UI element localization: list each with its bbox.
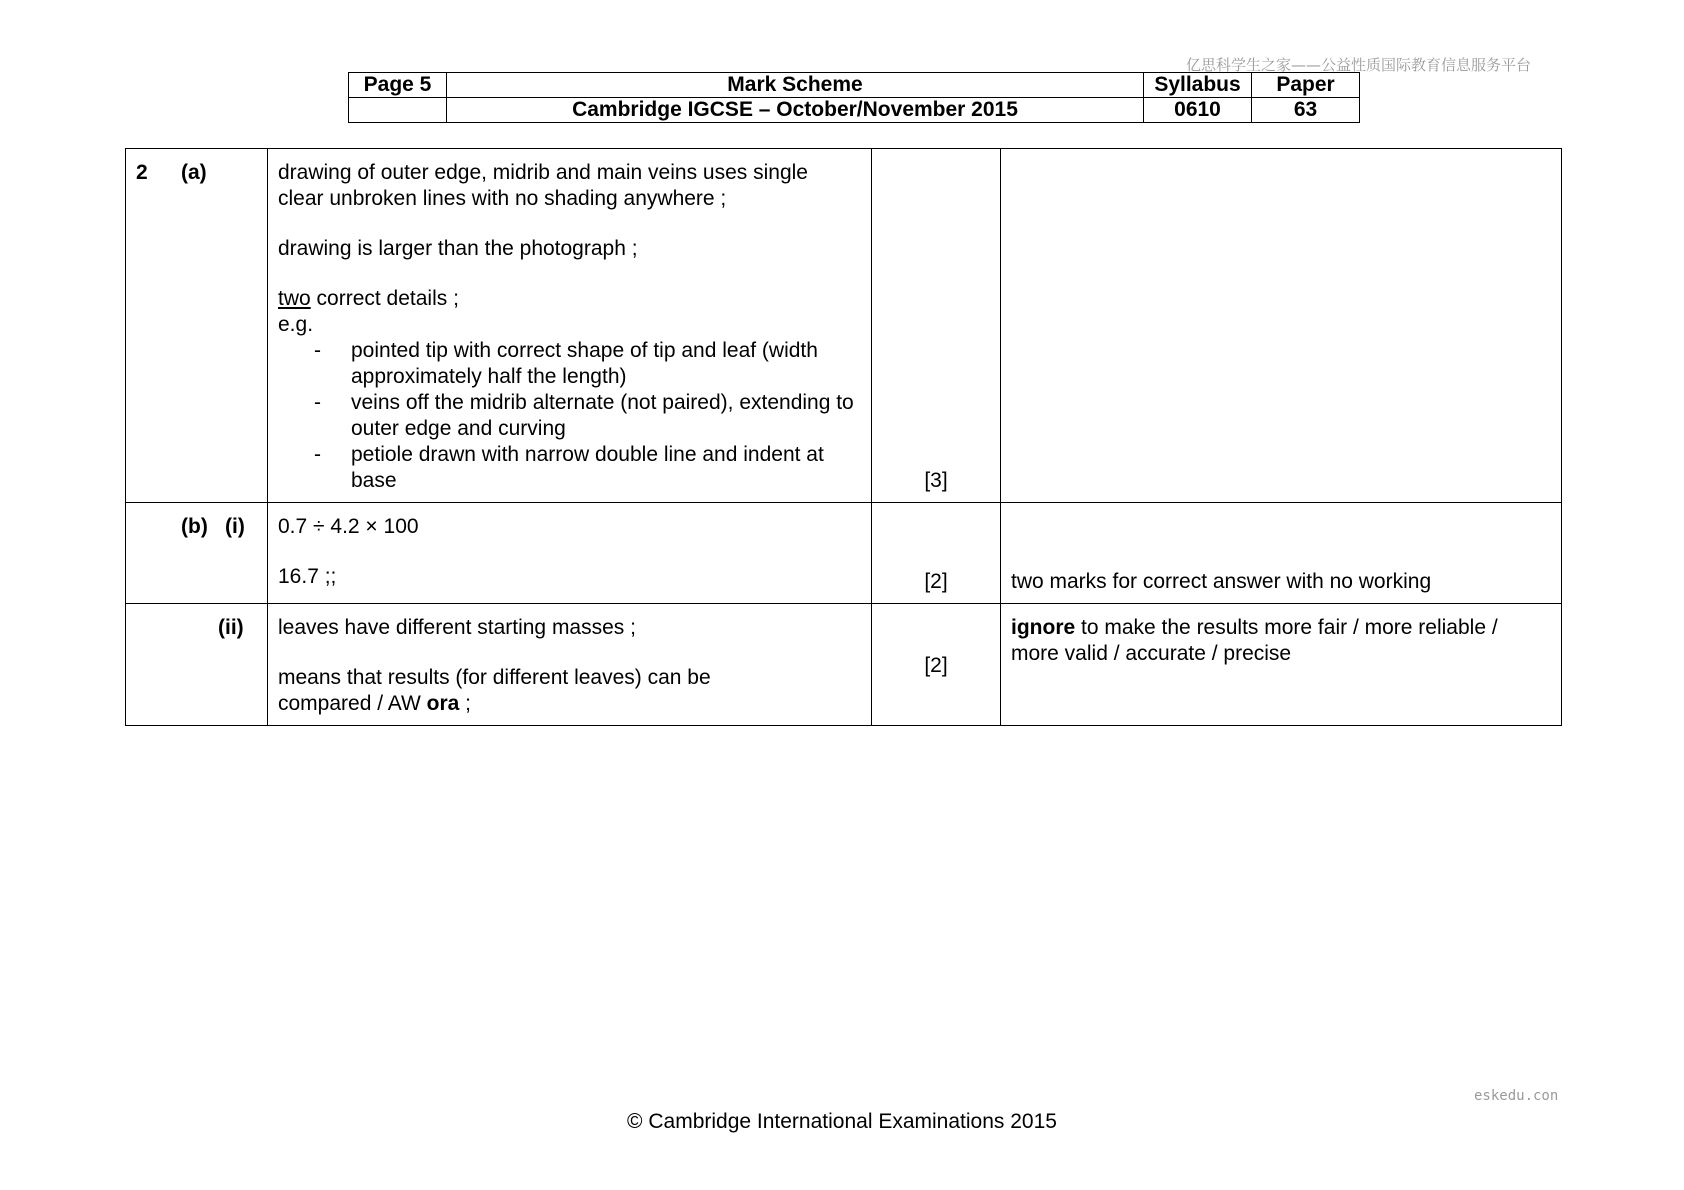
answer-line: compared / AW ora ; <box>278 692 471 715</box>
guidance-text: two marks for correct answer with no working <box>1011 570 1432 593</box>
table-row <box>126 149 1562 503</box>
marks-value: [2] <box>924 654 948 677</box>
marks-value: [2] <box>924 570 948 593</box>
question-cell <box>126 604 268 726</box>
dash-bullet: - <box>314 443 321 466</box>
exam-name: Cambridge IGCSE – October/November 2015 <box>447 98 1144 123</box>
marks-cell <box>872 604 1001 726</box>
page-label: Page 5 <box>349 73 447 98</box>
marks-value: [3] <box>924 469 948 492</box>
question-part: (a) <box>181 161 207 184</box>
dash-bullet: - <box>314 339 321 362</box>
question-number: 2 <box>136 161 148 184</box>
question-part: (b) <box>181 515 208 538</box>
doc-title: Mark Scheme <box>447 73 1144 98</box>
answer-line: 0.7 ÷ 4.2 × 100 <box>278 515 419 538</box>
question-cell <box>126 503 268 604</box>
mark-scheme-table <box>125 148 1562 726</box>
answer-cell <box>268 149 872 503</box>
answer-line <box>278 286 861 312</box>
answer-line: leaves have different starting masses ; <box>278 616 636 639</box>
marks-cell <box>872 503 1001 604</box>
syllabus-code: 0610 <box>1144 98 1252 123</box>
syllabus-label: Syllabus <box>1144 73 1252 98</box>
answer-line: means that results (for different leaves) can be <box>278 666 711 689</box>
underlined-word: two <box>278 287 311 310</box>
guidance-text: to make the results more fair / more reliable / more valid / accurate / precise <box>1011 616 1498 665</box>
answer-line: drawing of outer edge, midrib and main veins uses single <box>278 161 808 184</box>
table-row <box>126 604 1562 726</box>
answer-line: 16.7 ;; <box>278 565 337 588</box>
answer-line: clear unbroken lines with no shading anywhere ; <box>278 187 727 210</box>
answer-cell <box>268 503 872 604</box>
bold-ora: ora <box>426 692 460 715</box>
answer-line: drawing is larger than the photograph ; <box>278 237 638 260</box>
guidance-cell <box>1001 503 1562 604</box>
question-subpart: (ii) <box>218 616 244 639</box>
guidance-ignore: ignore <box>1011 616 1076 639</box>
guidance-cell <box>1001 604 1562 726</box>
footer-copyright: © Cambridge International Examinations 2015 <box>627 1110 1057 1133</box>
answer-line: e.g. <box>278 313 314 336</box>
paper-number: 63 <box>1252 98 1360 123</box>
dash-bullet: - <box>314 391 321 414</box>
page-header-table <box>348 72 1360 123</box>
list-item: - veins off the midrib alternate (not paired), extending to outer edge and curving <box>314 391 854 440</box>
table-row <box>126 503 1562 604</box>
list-item: - petiole drawn with narrow double line and indent at base <box>314 443 824 492</box>
answer-cell <box>268 604 872 726</box>
question-cell <box>126 149 268 503</box>
watermark-bottom: eskedu.con <box>1474 1088 1559 1104</box>
watermark-top: 亿思科学生之家——公益性质国际教育信息服务平台 <box>1186 56 1532 74</box>
guidance-cell <box>1001 149 1562 503</box>
page-label-empty <box>349 98 447 123</box>
answer-text: correct details ; <box>310 287 459 310</box>
detail-list <box>278 338 861 494</box>
paper-label: Paper <box>1252 73 1360 98</box>
question-subpart: (i) <box>225 515 245 538</box>
marks-cell <box>872 149 1001 503</box>
list-item: - pointed tip with correct shape of tip and leaf (width approximately half the length) <box>314 339 818 388</box>
